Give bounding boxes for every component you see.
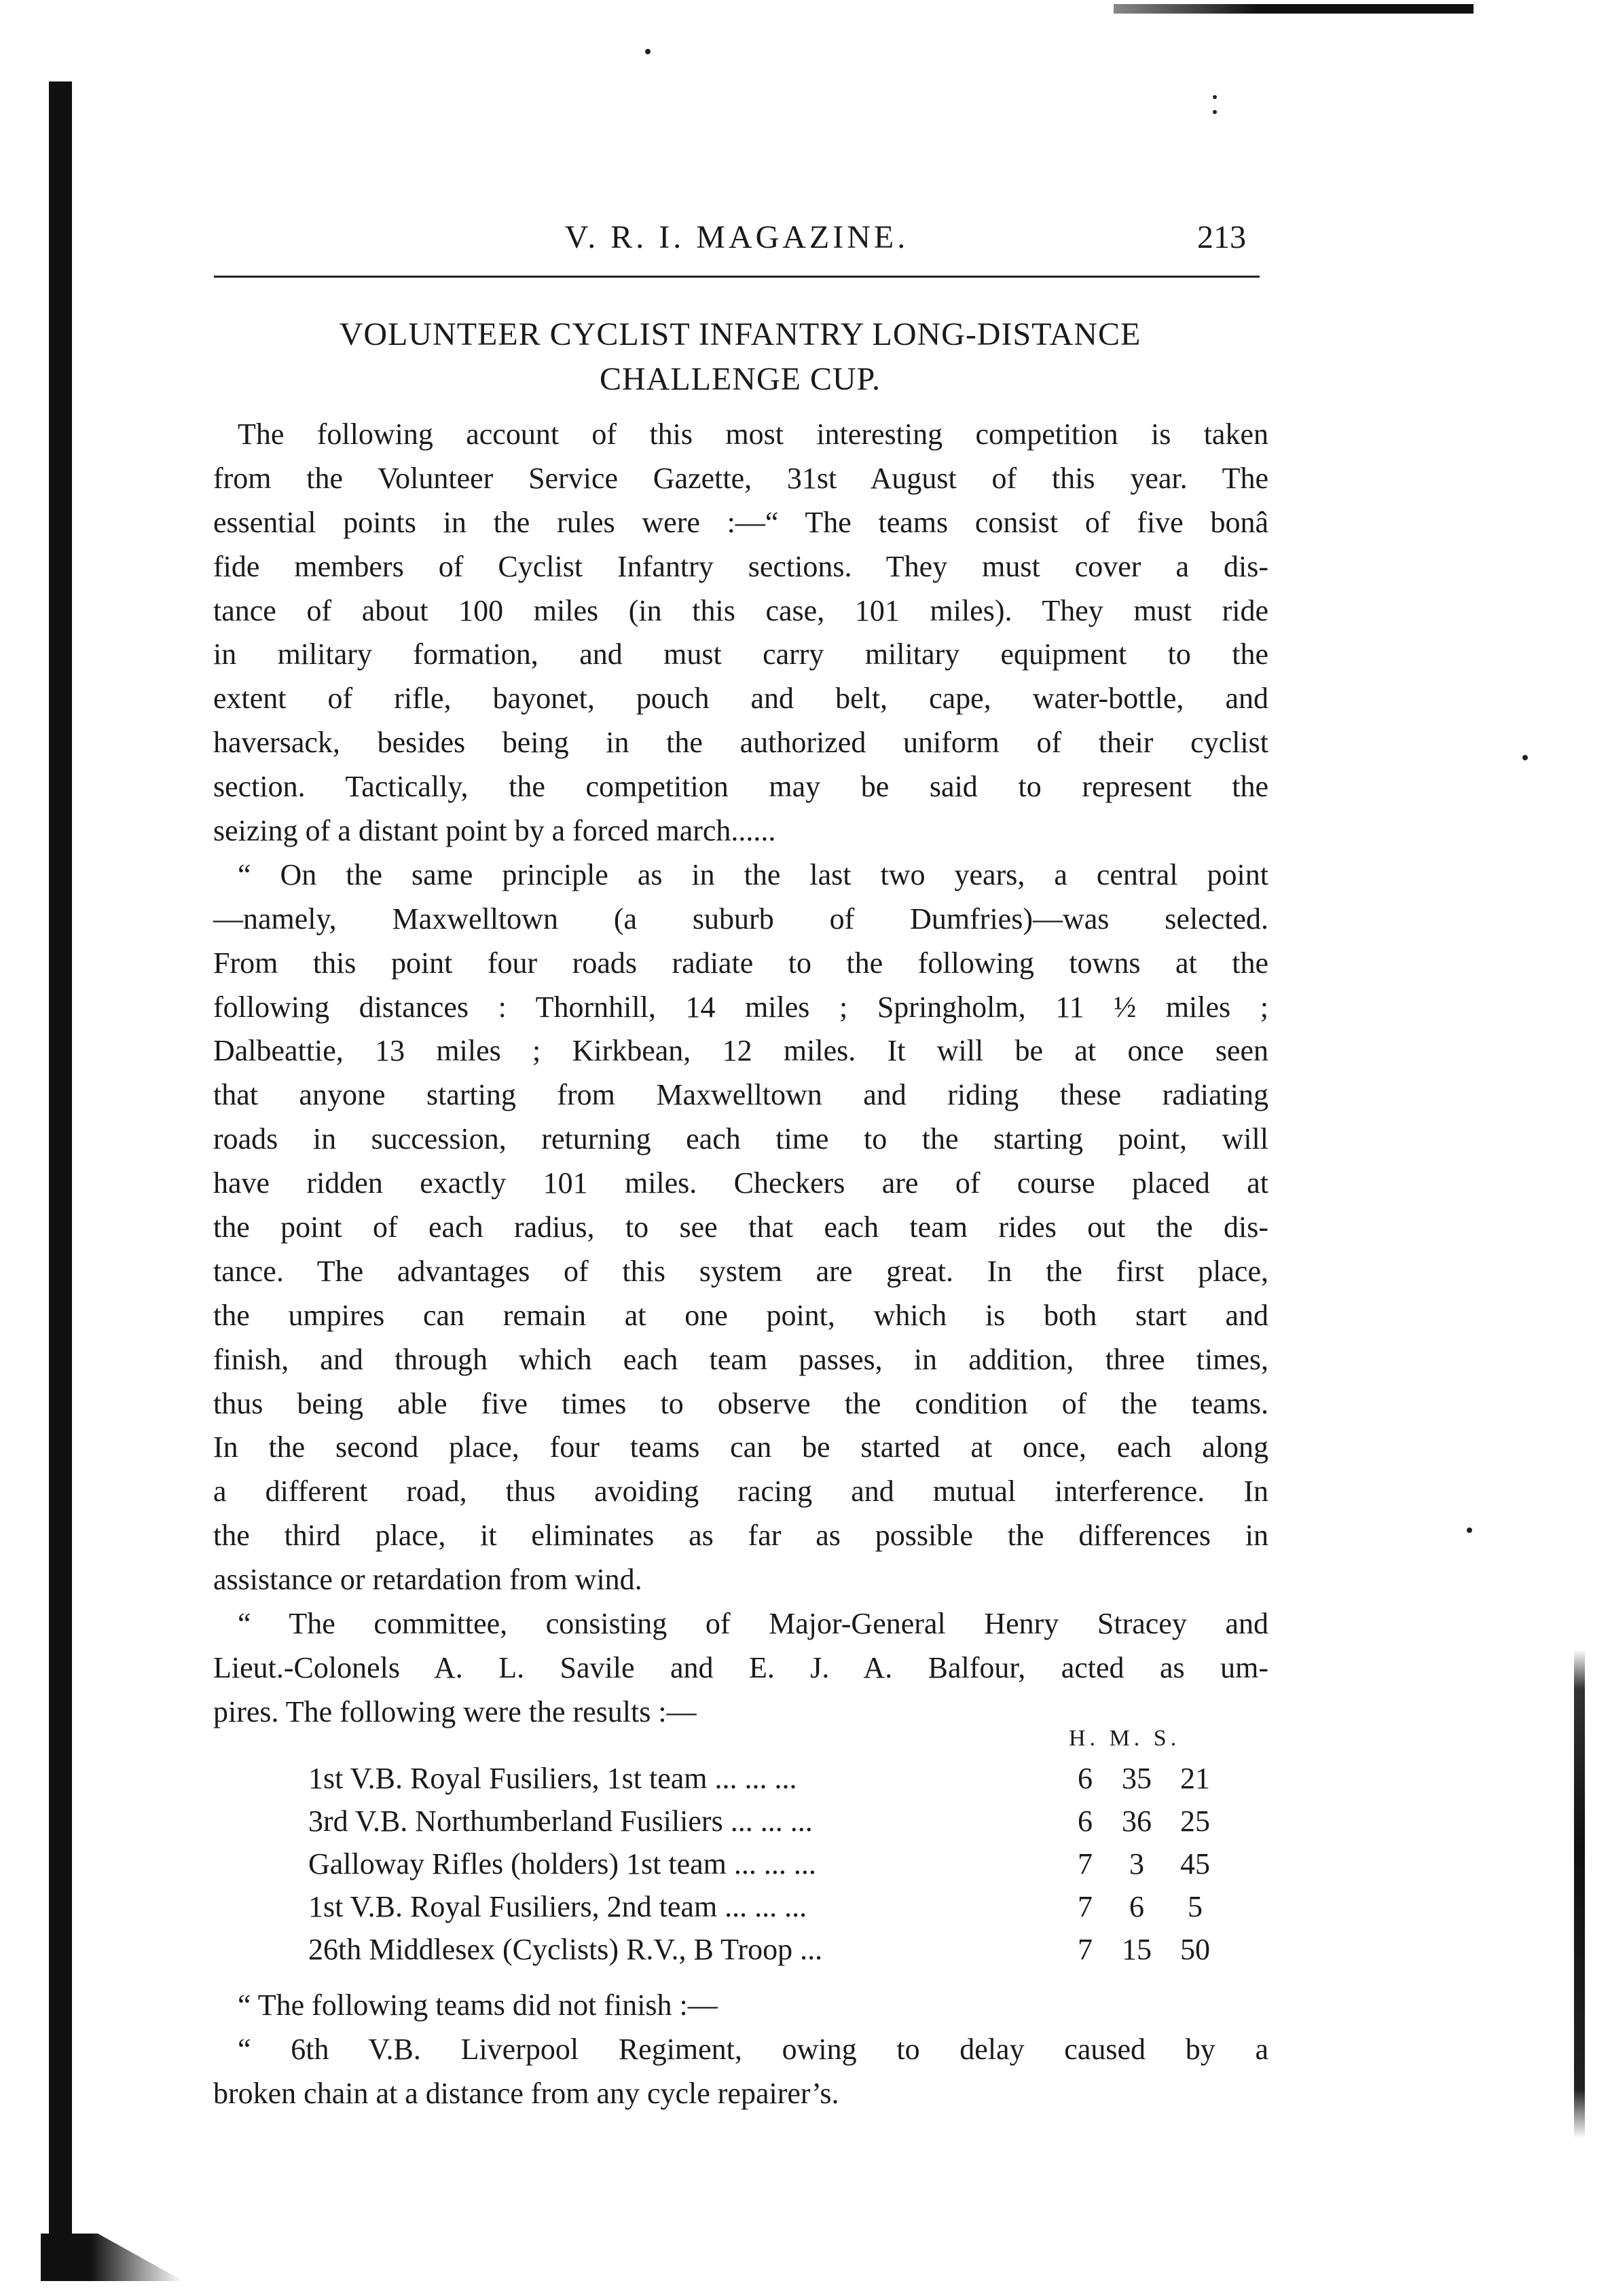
text-line: pires. The following were the results :— <box>213 1695 697 1728</box>
time-seconds: 25 <box>1180 1804 1210 1838</box>
text-line: “ 6th V.B. Liverpool Regiment, owing to delay caused by a <box>238 2032 1268 2066</box>
column-header-hours: H. <box>1069 1726 1100 1751</box>
results-table <box>308 1761 1259 1975</box>
time-seconds: 21 <box>1180 1762 1210 1795</box>
text-line: “ The committee, consisting of Major-General Henry Stracey and <box>238 1607 1268 1641</box>
text-line: extent of rifle, bayonet, pouch and belt, cape, water-bottle, and <box>213 682 1268 716</box>
scan-speck <box>1213 110 1217 114</box>
column-header-minutes: M. <box>1109 1726 1144 1751</box>
running-head <box>214 219 1260 266</box>
text-line: the point of each radius, to see that each team rides out the dis- <box>213 1210 1268 1244</box>
text-line: the third place, it eliminates as far as possible the differences in <box>213 1519 1268 1553</box>
results-row <box>308 1932 1259 1975</box>
text-line: in military formation, and must carry military equipment to the <box>213 637 1268 671</box>
headline-line: VOLUNTEER CYCLIST INFANTRY LONG-DISTANCE <box>339 316 1141 352</box>
text-line: fide members of Cyclist Infantry sections. They must cover a dis- <box>213 549 1268 583</box>
time-hours: 6 <box>1078 1804 1093 1838</box>
scan-top-edge <box>1114 4 1474 14</box>
scan-speck <box>1522 755 1528 760</box>
text-line: that anyone starting from Maxwelltown and riding these radiating <box>213 1078 1268 1112</box>
time-seconds: 50 <box>1180 1933 1210 1966</box>
column-header-seconds: S. <box>1153 1726 1181 1751</box>
team-name: 26th Middlesex (Cyclists) R.V., B Troop ... <box>308 1933 823 1966</box>
text-line: haversack, besides being in the authorized uniform of their cyclist <box>213 726 1268 760</box>
text-line: Dalbeattie, 13 miles ; Kirkbean, 12 miles. It will be at once seen <box>213 1034 1268 1068</box>
text-line: assistance or retardation from wind. <box>213 1563 642 1597</box>
time-hours: 7 <box>1078 1890 1093 1923</box>
text-line: following distances : Thornhill, 14 miles ; Springholm, 11 ½ miles ; <box>213 990 1268 1024</box>
time-seconds: 45 <box>1180 1847 1210 1881</box>
time-minutes: 6 <box>1129 1890 1144 1923</box>
text-line: have ridden exactly 101 miles. Checkers are of course placed at <box>213 1166 1268 1200</box>
results-column-headers <box>1069 1726 1232 1752</box>
text-line: the umpires can remain at one point, which is both start and <box>213 1298 1268 1332</box>
text-line: finish, and through which each team passes, in addition, three times, <box>213 1342 1268 1376</box>
text-line: From this point four roads radiate to the following towns at the <box>213 946 1268 980</box>
time-minutes: 15 <box>1122 1933 1152 1966</box>
text-line: “ The following teams did not finish :— <box>238 1988 718 2022</box>
team-name: Galloway Rifles (holders) 1st team ... ... ... <box>308 1847 816 1881</box>
text-line: broken chain at a distance from any cycle repairer’s. <box>213 2076 839 2110</box>
text-line: “ On the same principle as in the last two years, a central point <box>238 857 1268 891</box>
text-line: thus being able five times to observe the condition of the teams. <box>213 1386 1268 1420</box>
time-minutes: 36 <box>1122 1804 1152 1838</box>
text-line: roads in succession, returning each time to the starting point, will <box>213 1122 1268 1156</box>
time-seconds: 5 <box>1188 1890 1203 1923</box>
text-line: tance of about 100 miles (in this case, 101 miles). They must ride <box>213 593 1268 627</box>
time-hours: 7 <box>1078 1847 1093 1881</box>
results-row <box>308 1804 1259 1847</box>
team-name: 1st V.B. Royal Fusiliers, 1st team ... ... ... <box>308 1762 797 1795</box>
text-line: In the second place, four teams can be started at once, each along <box>213 1430 1268 1464</box>
text-line: Lieut.-Colonels A. L. Savile and E. J. A. Balfour, acted as um- <box>213 1650 1268 1684</box>
scan-left-binding-foot <box>41 2234 183 2281</box>
article-tail <box>213 1984 1268 2116</box>
team-name: 3rd V.B. Northumberland Fusiliers ... ... ... <box>308 1804 813 1838</box>
scan-left-binding-edge <box>49 81 72 2274</box>
scan-speck <box>645 49 651 54</box>
results-row <box>308 1761 1259 1804</box>
text-line: seizing of a distant point by a forced march...... <box>213 814 776 848</box>
results-row <box>308 1889 1259 1932</box>
article-headline <box>204 312 1277 402</box>
headline-line: CHALLENGE CUP. <box>599 361 881 397</box>
team-name: 1st V.B. Royal Fusiliers, 2nd team ... ... ... <box>308 1890 807 1923</box>
header-rule <box>214 276 1260 278</box>
text-line: section. Tactically, the competition may be said to represent the <box>213 770 1268 804</box>
time-minutes: 35 <box>1122 1762 1152 1795</box>
text-line: tance. The advantages of this system are great. In the first place, <box>213 1254 1268 1288</box>
time-hours: 7 <box>1078 1933 1093 1966</box>
scan-speck <box>1213 95 1217 99</box>
text-line: a different road, thus avoiding racing and mutual interference. In <box>213 1475 1268 1508</box>
running-title: V. R. I. MAGAZINE. <box>564 219 909 255</box>
article-body <box>213 413 1268 1735</box>
text-line: from the Volunteer Service Gazette, 31st August of this year. The <box>213 461 1268 495</box>
text-line: —namely, Maxwelltown (a suburb of Dumfries)—was selected. <box>213 902 1268 936</box>
text-line: essential points in the rules were :—“ The teams consist of five bonâ <box>213 505 1268 539</box>
results-row <box>308 1847 1259 1889</box>
scan-right-binding-edge <box>1574 1650 1585 2138</box>
scan-speck <box>1467 1527 1472 1533</box>
time-hours: 6 <box>1078 1762 1093 1795</box>
time-minutes: 3 <box>1129 1847 1144 1881</box>
page-number: 213 <box>1197 219 1246 255</box>
text-line: The following account of this most interesting competition is taken <box>238 418 1268 451</box>
